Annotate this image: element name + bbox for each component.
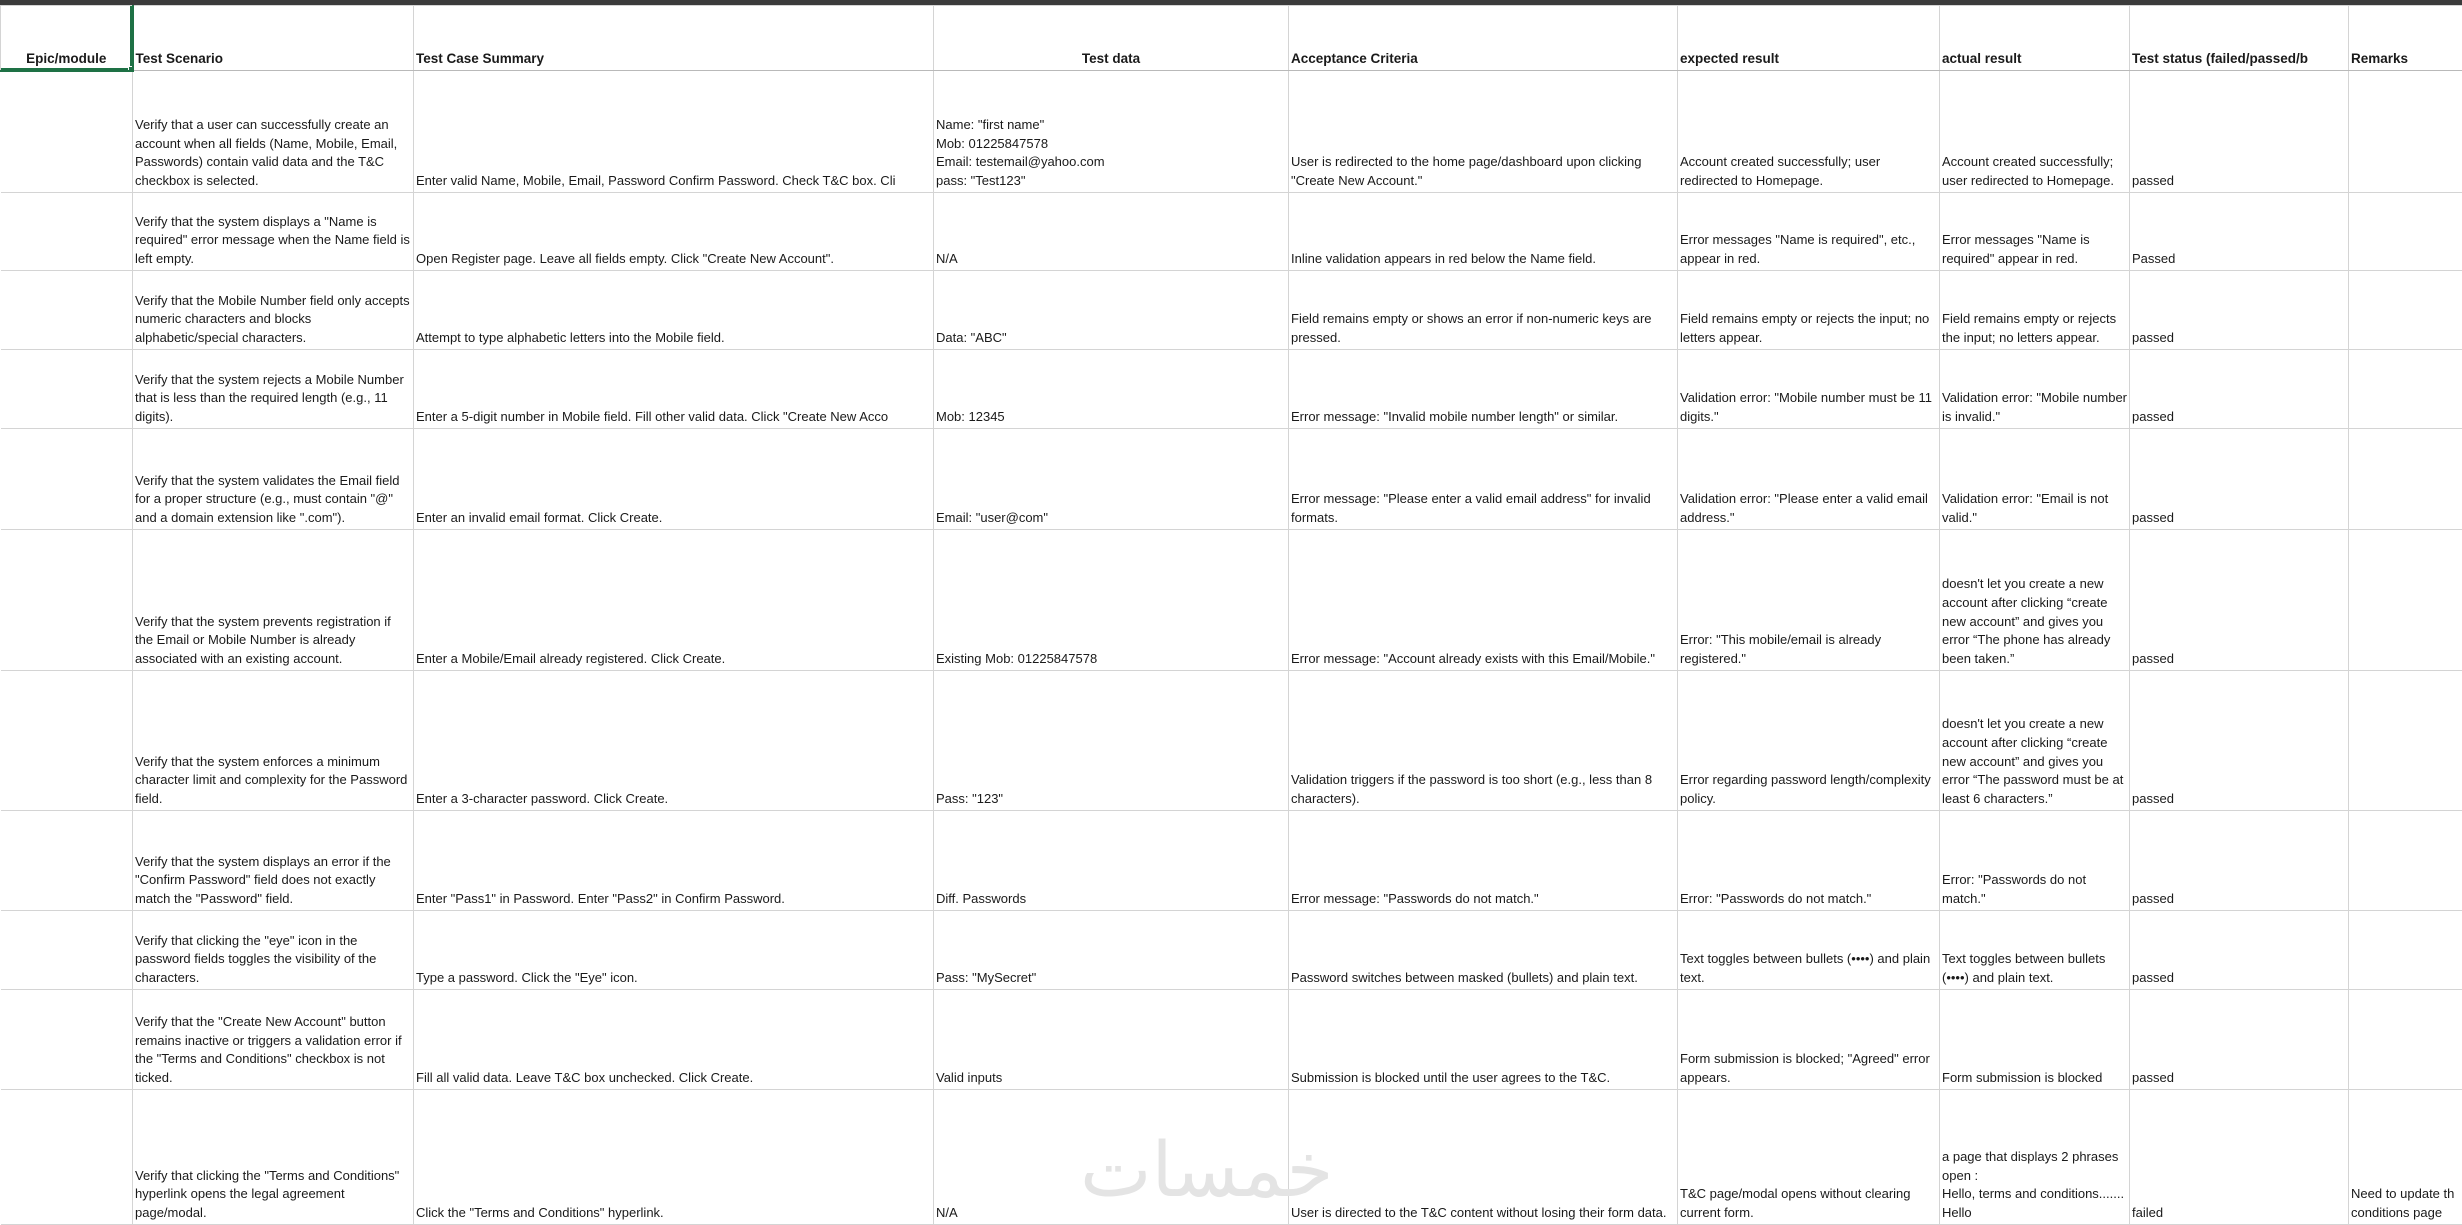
cell-actual[interactable]: Field remains empty or rejects the input; no letters appear. bbox=[1940, 271, 2130, 350]
table-row bbox=[1, 1090, 2462, 1225]
cell-criteria[interactable]: Validation triggers if the password is too short (e.g., less than 8 characters). bbox=[1289, 671, 1678, 811]
cell-status[interactable]: passed bbox=[2130, 71, 2349, 193]
cell-summary[interactable]: Enter "Pass1" in Password. Enter "Pass2" in Confirm Password. bbox=[414, 811, 934, 911]
cell-scenario[interactable]: Verify that a user can successfully create an account when all fields (Name, Mobile, Email, Passwords) contain valid data and the T&C checkbox is selected. bbox=[133, 71, 414, 193]
cell-epic[interactable] bbox=[1, 350, 133, 429]
cell-status[interactable]: passed bbox=[2130, 350, 2349, 429]
cell-epic[interactable] bbox=[1, 71, 133, 193]
cell-epic[interactable] bbox=[1, 530, 133, 671]
cell-summary[interactable]: Enter a 3-character password. Click Create. bbox=[414, 671, 934, 811]
cell-actual[interactable]: Validation error: "Email is not valid." bbox=[1940, 429, 2130, 530]
cell-remarks[interactable] bbox=[2349, 271, 2462, 350]
cell-remarks[interactable] bbox=[2349, 71, 2462, 193]
cell-remarks[interactable] bbox=[2349, 811, 2462, 911]
cell-data[interactable]: N/A bbox=[934, 193, 1289, 271]
header-test-data[interactable]: Test data bbox=[934, 6, 1289, 71]
cell-criteria[interactable]: Error message: "Account already exists with this Email/Mobile." bbox=[1289, 530, 1678, 671]
cell-epic[interactable] bbox=[1, 671, 133, 811]
cell-remarks[interactable] bbox=[2349, 429, 2462, 530]
cell-remarks[interactable] bbox=[2349, 671, 2462, 811]
cell-remarks[interactable] bbox=[2349, 911, 2462, 990]
cell-summary[interactable]: Click the "Terms and Conditions" hyperlink. bbox=[414, 1090, 934, 1225]
cell-remarks[interactable]: Need to update th conditions page bbox=[2349, 1090, 2462, 1225]
cell-data[interactable]: Pass: "123" bbox=[934, 671, 1289, 811]
table-row bbox=[1, 350, 2462, 429]
cell-epic[interactable] bbox=[1, 1090, 133, 1225]
header-acceptance-criteria[interactable]: Acceptance Criteria bbox=[1289, 6, 1678, 71]
cell-criteria[interactable]: Error message: "Invalid mobile number length" or similar. bbox=[1289, 350, 1678, 429]
cell-actual[interactable]: doesn't let you create a new account after clicking “create new account” and gives you error “The phone has already been taken.” bbox=[1940, 530, 2130, 671]
cell-status[interactable]: passed bbox=[2130, 990, 2349, 1090]
cell-data[interactable]: N/A bbox=[934, 1090, 1289, 1225]
cell-scenario[interactable]: Verify that the system displays a "Name is required" error message when the Name field is left empty. bbox=[133, 193, 414, 271]
cell-actual[interactable]: Error messages "Name is required" appear in red. bbox=[1940, 193, 2130, 271]
fill-handle[interactable] bbox=[128, 66, 133, 71]
cell-status[interactable]: passed bbox=[2130, 530, 2349, 671]
cell-scenario[interactable]: Verify that the system prevents registration if the Email or Mobile Number is already associated with an existing account. bbox=[133, 530, 414, 671]
table-row bbox=[1, 811, 2462, 911]
header-expected-result[interactable]: expected result bbox=[1678, 6, 1940, 71]
cell-criteria[interactable]: Password switches between masked (bullets) and plain text. bbox=[1289, 911, 1678, 990]
cell-actual[interactable]: a page that displays 2 phrases open : Hello, terms and conditions....... Hello bbox=[1940, 1090, 2130, 1225]
table-row bbox=[1, 911, 2462, 990]
cell-expected[interactable]: Validation error: "Please enter a valid email address." bbox=[1678, 429, 1940, 530]
cell-criteria[interactable]: Error message: "Passwords do not match." bbox=[1289, 811, 1678, 911]
cell-scenario[interactable]: Verify that the system displays an error if the "Confirm Password" field does not exactly match the "Password" field. bbox=[133, 811, 414, 911]
cell-status[interactable]: passed bbox=[2130, 271, 2349, 350]
table-row bbox=[1, 530, 2462, 671]
cell-data[interactable]: Existing Mob: 01225847578 bbox=[934, 530, 1289, 671]
cell-criteria[interactable]: Inline validation appears in red below the Name field. bbox=[1289, 193, 1678, 271]
header-actual-result[interactable]: actual result bbox=[1940, 6, 2130, 71]
table-row bbox=[1, 671, 2462, 811]
cell-criteria[interactable]: User is redirected to the home page/dashboard upon clicking "Create New Account." bbox=[1289, 71, 1678, 193]
cell-summary[interactable]: Enter an invalid email format. Click Create. bbox=[414, 429, 934, 530]
cell-scenario[interactable]: Verify that clicking the "Terms and Conditions" hyperlink opens the legal agreement page/modal. bbox=[133, 1090, 414, 1225]
cell-criteria[interactable]: Submission is blocked until the user agrees to the T&C. bbox=[1289, 990, 1678, 1090]
table-row bbox=[1, 429, 2462, 530]
table-row bbox=[1, 271, 2462, 350]
cell-scenario[interactable]: Verify that the "Create New Account" button remains inactive or triggers a validation error if the "Terms and Conditions" checkbox is not ticked. bbox=[133, 990, 414, 1090]
watermark-logo: خمسات bbox=[1080, 1125, 1333, 1214]
cell-actual[interactable]: Text toggles between bullets (••••) and plain text. bbox=[1940, 911, 2130, 990]
cell-data[interactable]: Email: "user@com" bbox=[934, 429, 1289, 530]
table-row bbox=[1, 193, 2462, 271]
cell-actual[interactable]: Form submission is blocked bbox=[1940, 990, 2130, 1090]
cell-summary[interactable]: Enter a Mobile/Email already registered. Click Create. bbox=[414, 530, 934, 671]
cell-expected[interactable]: Error: "This mobile/email is already registered." bbox=[1678, 530, 1940, 671]
cell-summary[interactable]: Open Register page. Leave all fields empty. Click "Create New Account". bbox=[414, 193, 934, 271]
cell-expected[interactable]: Field remains empty or rejects the input; no letters appear. bbox=[1678, 271, 1940, 350]
cell-epic[interactable] bbox=[1, 911, 133, 990]
cell-remarks[interactable] bbox=[2349, 193, 2462, 271]
cell-scenario[interactable]: Verify that the system rejects a Mobile Number that is less than the required length (e.g., 11 digits). bbox=[133, 350, 414, 429]
cell-epic[interactable] bbox=[1, 990, 133, 1090]
cell-expected[interactable]: Error messages "Name is required", etc., appear in red. bbox=[1678, 193, 1940, 271]
cell-expected[interactable]: T&C page/modal opens without clearing current form. bbox=[1678, 1090, 1940, 1225]
cell-criteria[interactable]: User is directed to the T&C content without losing their form data. bbox=[1289, 1090, 1678, 1225]
cell-actual[interactable]: Account created successfully; user redirected to Homepage. bbox=[1940, 71, 2130, 193]
table-row bbox=[1, 71, 2462, 193]
cell-summary[interactable]: Enter valid Name, Mobile, Email, Password Confirm Password. Check T&C box. Cli bbox=[414, 71, 934, 193]
cell-epic[interactable] bbox=[1, 429, 133, 530]
cell-summary[interactable]: Enter a 5-digit number in Mobile field. Fill other valid data. Click "Create New Acco bbox=[414, 350, 934, 429]
cell-data[interactable]: Name: "first name" Mob: 01225847578 Email: testemail@yahoo.com pass: "Test123" bbox=[934, 71, 1289, 193]
cell-status[interactable]: passed bbox=[2130, 429, 2349, 530]
cell-remarks[interactable] bbox=[2349, 350, 2462, 429]
cell-expected[interactable]: Error regarding password length/complexity policy. bbox=[1678, 671, 1940, 811]
cell-expected[interactable]: Error: "Passwords do not match." bbox=[1678, 811, 1940, 911]
cell-expected[interactable]: Validation error: "Mobile number must be 11 digits." bbox=[1678, 350, 1940, 429]
cell-criteria[interactable]: Field remains empty or shows an error if non-numeric keys are pressed. bbox=[1289, 271, 1678, 350]
cell-scenario[interactable]: Verify that the Mobile Number field only accepts numeric characters and blocks alphabetic/special characters. bbox=[133, 271, 414, 350]
cell-epic[interactable] bbox=[1, 811, 133, 911]
table-row bbox=[1, 990, 2462, 1090]
cell-status[interactable]: passed bbox=[2130, 811, 2349, 911]
cell-status[interactable]: failed bbox=[2130, 1090, 2349, 1225]
cell-actual[interactable]: Validation error: "Mobile number is invalid." bbox=[1940, 350, 2130, 429]
cell-epic[interactable] bbox=[1, 271, 133, 350]
cell-expected[interactable]: Text toggles between bullets (••••) and plain text. bbox=[1678, 911, 1940, 990]
cell-expected[interactable]: Form submission is blocked; "Agreed" error appears. bbox=[1678, 990, 1940, 1090]
cell-status[interactable]: passed bbox=[2130, 671, 2349, 811]
cell-scenario[interactable]: Verify that the system enforces a minimum character limit and complexity for the Password field. bbox=[133, 671, 414, 811]
cell-epic[interactable] bbox=[1, 193, 133, 271]
header-epic-label: Epic/module bbox=[26, 51, 106, 66]
cell-criteria[interactable]: Error message: "Please enter a valid email address" for invalid formats. bbox=[1289, 429, 1678, 530]
cell-summary[interactable]: Type a password. Click the "Eye" icon. bbox=[414, 911, 934, 990]
header-test-scenario[interactable]: Test Scenario bbox=[133, 6, 414, 71]
cell-data[interactable]: Mob: 12345 bbox=[934, 350, 1289, 429]
cell-status[interactable]: passed bbox=[2130, 911, 2349, 990]
header-test-status[interactable]: Test status (failed/passed/b bbox=[2130, 6, 2349, 71]
cell-data[interactable]: Valid inputs bbox=[934, 990, 1289, 1090]
cell-scenario[interactable]: Verify that the system validates the Email field for a proper structure (e.g., must contain "@" and a domain extension like ".com"). bbox=[133, 429, 414, 530]
cell-actual[interactable]: Error: "Passwords do not match." bbox=[1940, 811, 2130, 911]
cell-summary[interactable]: Attempt to type alphabetic letters into the Mobile field. bbox=[414, 271, 934, 350]
cell-data[interactable]: Data: "ABC" bbox=[934, 271, 1289, 350]
header-test-case-summary[interactable]: Test Case Summary bbox=[414, 6, 934, 71]
spreadsheet-grid bbox=[0, 5, 2462, 1225]
cell-status[interactable]: Passed bbox=[2130, 193, 2349, 271]
cell-data[interactable]: Diff. Passwords bbox=[934, 811, 1289, 911]
cell-scenario[interactable]: Verify that clicking the "eye" icon in the password fields toggles the visibility of the characters. bbox=[133, 911, 414, 990]
header-epic-module[interactable] bbox=[1, 6, 133, 71]
cell-expected[interactable]: Account created successfully; user redirected to Homepage. bbox=[1678, 71, 1940, 193]
cell-actual[interactable]: doesn't let you create a new account after clicking “create new account” and gives you error “The password must be at least 6 characters.” bbox=[1940, 671, 2130, 811]
header-remarks[interactable]: Remarks bbox=[2349, 6, 2462, 71]
cell-remarks[interactable] bbox=[2349, 530, 2462, 671]
header-row bbox=[1, 6, 2462, 71]
cell-remarks[interactable] bbox=[2349, 990, 2462, 1090]
cell-data[interactable]: Pass: "MySecret" bbox=[934, 911, 1289, 990]
cell-summary[interactable]: Fill all valid data. Leave T&C box unchecked. Click Create. bbox=[414, 990, 934, 1090]
